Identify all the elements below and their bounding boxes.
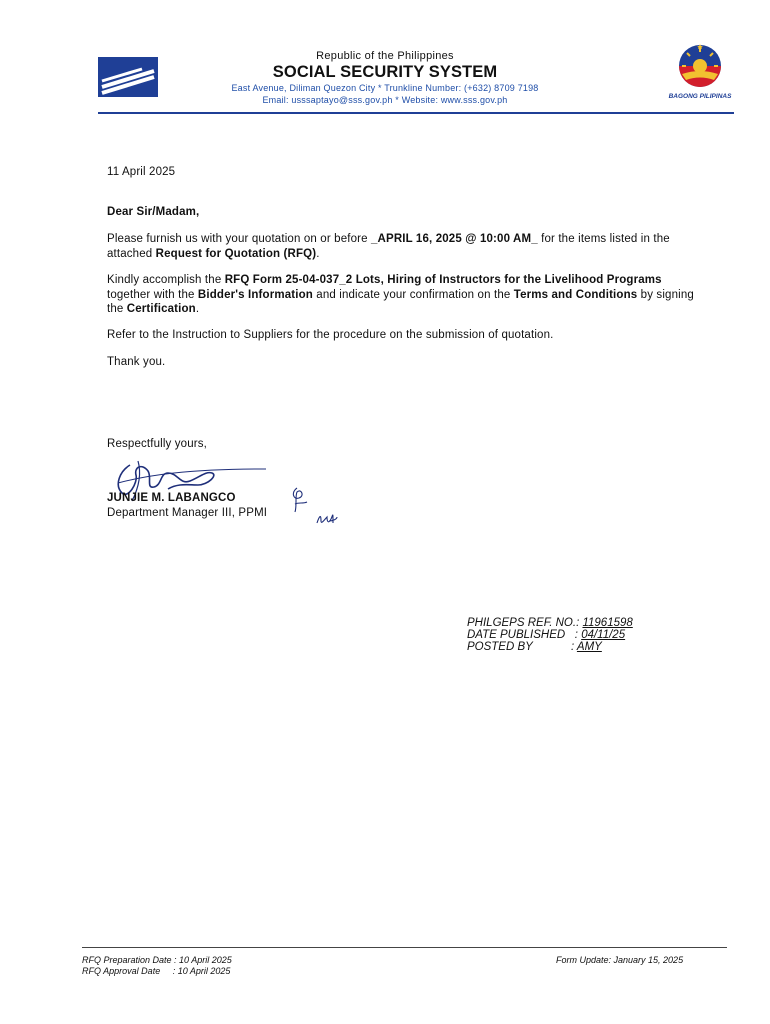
letter-date: 11 April 2025 [107, 166, 176, 178]
date-published: DATE PUBLISHED : 04/11/25 [467, 629, 626, 641]
posted-by-value: AMY [576, 641, 602, 653]
rfq-approval-date: RFQ Approval Date : 10 April 2025 [82, 966, 231, 976]
rfq-reference: Request for Quotation (RFQ) [155, 247, 317, 260]
paragraph-refer: Refer to the Instruction to Suppliers for the procedure on the submission of quotation. [107, 329, 554, 341]
sss-logo [98, 57, 158, 97]
rfq-preparation-date: RFQ Preparation Date : 10 April 2025 [82, 955, 232, 965]
philgeps-ref: PHILGEPS REF. NO.: 11961598 [467, 617, 633, 629]
logo-caption: BAGONG PILIPINAS [668, 93, 732, 100]
closing-line: Respectfully yours, [107, 438, 207, 450]
date-published-value: 04/11/25 [581, 629, 626, 641]
signatory-name: JUNJIE M. LABANGCO [107, 492, 236, 504]
thanks-line: Thank you. [107, 356, 166, 368]
initial-mark [315, 509, 339, 527]
rfq-form-title: RFQ Form 25-04-037_2 Lots, Hiring of Instructors for the Livelihood Programs [224, 274, 662, 286]
header-divider [98, 112, 734, 114]
bagong-pilipinas-logo [660, 44, 740, 102]
footer-divider [82, 947, 727, 948]
paragraph-deadline: Please furnish us with your quotation on or before _APRIL 16, 2025 @ 10:00 AM_ for the items listed in the attached Request for Quotation (RFQ). [107, 233, 670, 260]
contact-line: Email: usssaptayo@sss.gov.ph * Website: www.sss.gov.ph [262, 95, 508, 105]
form-update-date: Form Update: January 15, 2025 [556, 955, 684, 965]
philgeps-ref-value: 11961598 [582, 617, 633, 629]
agency-name: SOCIAL SECURITY SYSTEM [272, 63, 498, 81]
posted-by: POSTED BY : AMY [467, 641, 602, 653]
initial-mark [287, 486, 309, 514]
signatory-title: Department Manager III, PPMI [107, 507, 268, 519]
republic-line: Republic of the Philippines [316, 50, 454, 62]
salutation: Dear Sir/Madam, [107, 206, 200, 218]
address-line: East Avenue, Diliman Quezon City * Trunkline Number: (+632) 8709 7198 [231, 83, 539, 93]
deadline: _APRIL 16, 2025 @ 10:00 AM_ [371, 233, 538, 245]
paragraph-instructions: Kindly accomplish the RFQ Form 25-04-037_2 Lots, Hiring of Instructors for the Livelihood Programs together with the Bidder's Information and indicate your confirmation on the Terms and Conditions by signing the Certification. [107, 274, 694, 315]
